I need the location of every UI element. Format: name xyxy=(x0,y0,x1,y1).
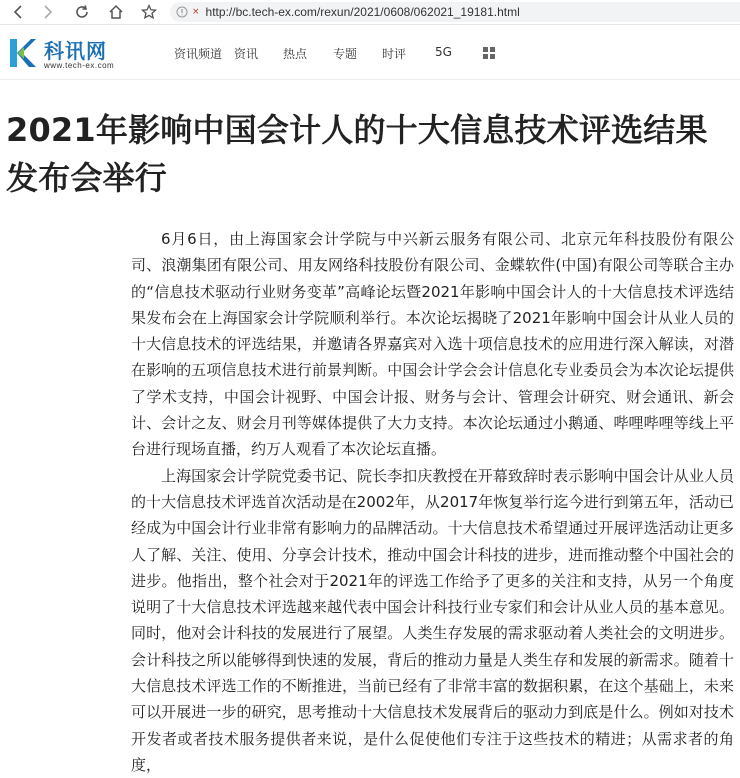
nav-item-topics[interactable]: 专题 xyxy=(333,47,358,61)
article-paragraph: 6月6日，由上海国家会计学院与中兴新云服务有限公司、北京元年科技股份有限公司、浪潮集团有限公司、用友网络科技股份有限公司、金蝶软件(中国)有限公司等联合主办的“信息技术驱动行业财务变革”高峰论坛暨2021年影响中国会计人的十大信息技术评选结果发布会在上海国家会计学院顺利举行。本次论坛揭晓了2021年影响中国会计从业人员的十大信息技术的评选结果，并邀请各界嘉宾对入选十项信息技术的应用进行深入解读，对潜在影响的五项信息技术进行前景判断。中国会计学会会计信息化专业委员会为本次论坛提供了学术支持，中国会计视野、中国会计报、财务与会计、管理会计研究、财会通讯、新会计、会计之友、财会月刊等媒体提供了大力支持。本次论坛通过小鹅通、哔哩哔哩等线上平台进行现场直播，约万人观看了本次论坛直播。 xyxy=(131,230,734,459)
url-text[interactable]: http://bc.tech-ex.com/rexun/2021/0608/062021_19181.html xyxy=(205,5,520,19)
bookmark-star-icon[interactable] xyxy=(139,2,159,22)
address-bar[interactable] xyxy=(170,2,740,22)
nav-item-news-channel[interactable]: 资讯频道 xyxy=(174,47,223,61)
browser-toolbar xyxy=(0,0,740,25)
logo-subtitle: www.tech-ex.com xyxy=(44,61,115,70)
not-secure-icon[interactable] xyxy=(176,6,188,18)
site-header xyxy=(0,25,740,80)
article-title: 2021年影响中国会计人的十大信息技术评选结果发布会举行 xyxy=(6,111,708,197)
nav-item-commentary[interactable]: 时评 xyxy=(382,47,407,61)
logo-icon[interactable] xyxy=(7,37,37,69)
forward-icon[interactable] xyxy=(38,2,58,22)
logo-text[interactable]: 科讯网 xyxy=(44,39,107,63)
reload-icon[interactable] xyxy=(72,2,92,22)
blocked-indicator[interactable]: × xyxy=(192,7,200,17)
article-paragraph: 上海国家会计学院党委书记、院长李扣庆教授在开幕致辞时表示影响中国会计从业人员的十大信息技术评选首次活动是在2002年，从2017年恢复举行迄今进行到第五年，活动已经成为中国会计行业非常有影响力的品牌活动。十大信息技术希望通过开展评选活动让更多人了解、关注、使用、分享会计技术，推动中国会计科技的进步，进而推动整个中国社会的进步。他指出，整个社会对于2021年的评选工作给予了更多的关注和支持，从另一个角度说明了十大信息技术评选越来越代表中国会计科技行业专家们和会计从业人员的基本意见。同时，他对会计科技的发展进行了展望。人类生存发展的需求驱动着人类社会的文明进步。会计科技之所以能够得到快速的发展，背后的推动力量是人类生存和发展的新需求。随着十大信息技术评选工作的不断推进，当前已经有了非常丰富的数据积累，在这个基础上，未来可以开展进一步的研究，思考推动十大信息技术发展背后的驱动力到底是什么。例如对技术开发者或者技术服务提供者来说，是什么促使他们专注于这些技术的精进；从需求者的角度， xyxy=(131,466,734,774)
article-body xyxy=(131,226,734,778)
back-icon[interactable] xyxy=(8,2,28,22)
nav-item-news[interactable]: 资讯 xyxy=(234,47,259,61)
nav-item-hot[interactable]: 热点 xyxy=(283,47,308,61)
nav-item-5g[interactable]: 5G xyxy=(435,45,452,59)
grid-menu-icon[interactable] xyxy=(483,47,495,59)
home-icon[interactable] xyxy=(106,2,126,22)
